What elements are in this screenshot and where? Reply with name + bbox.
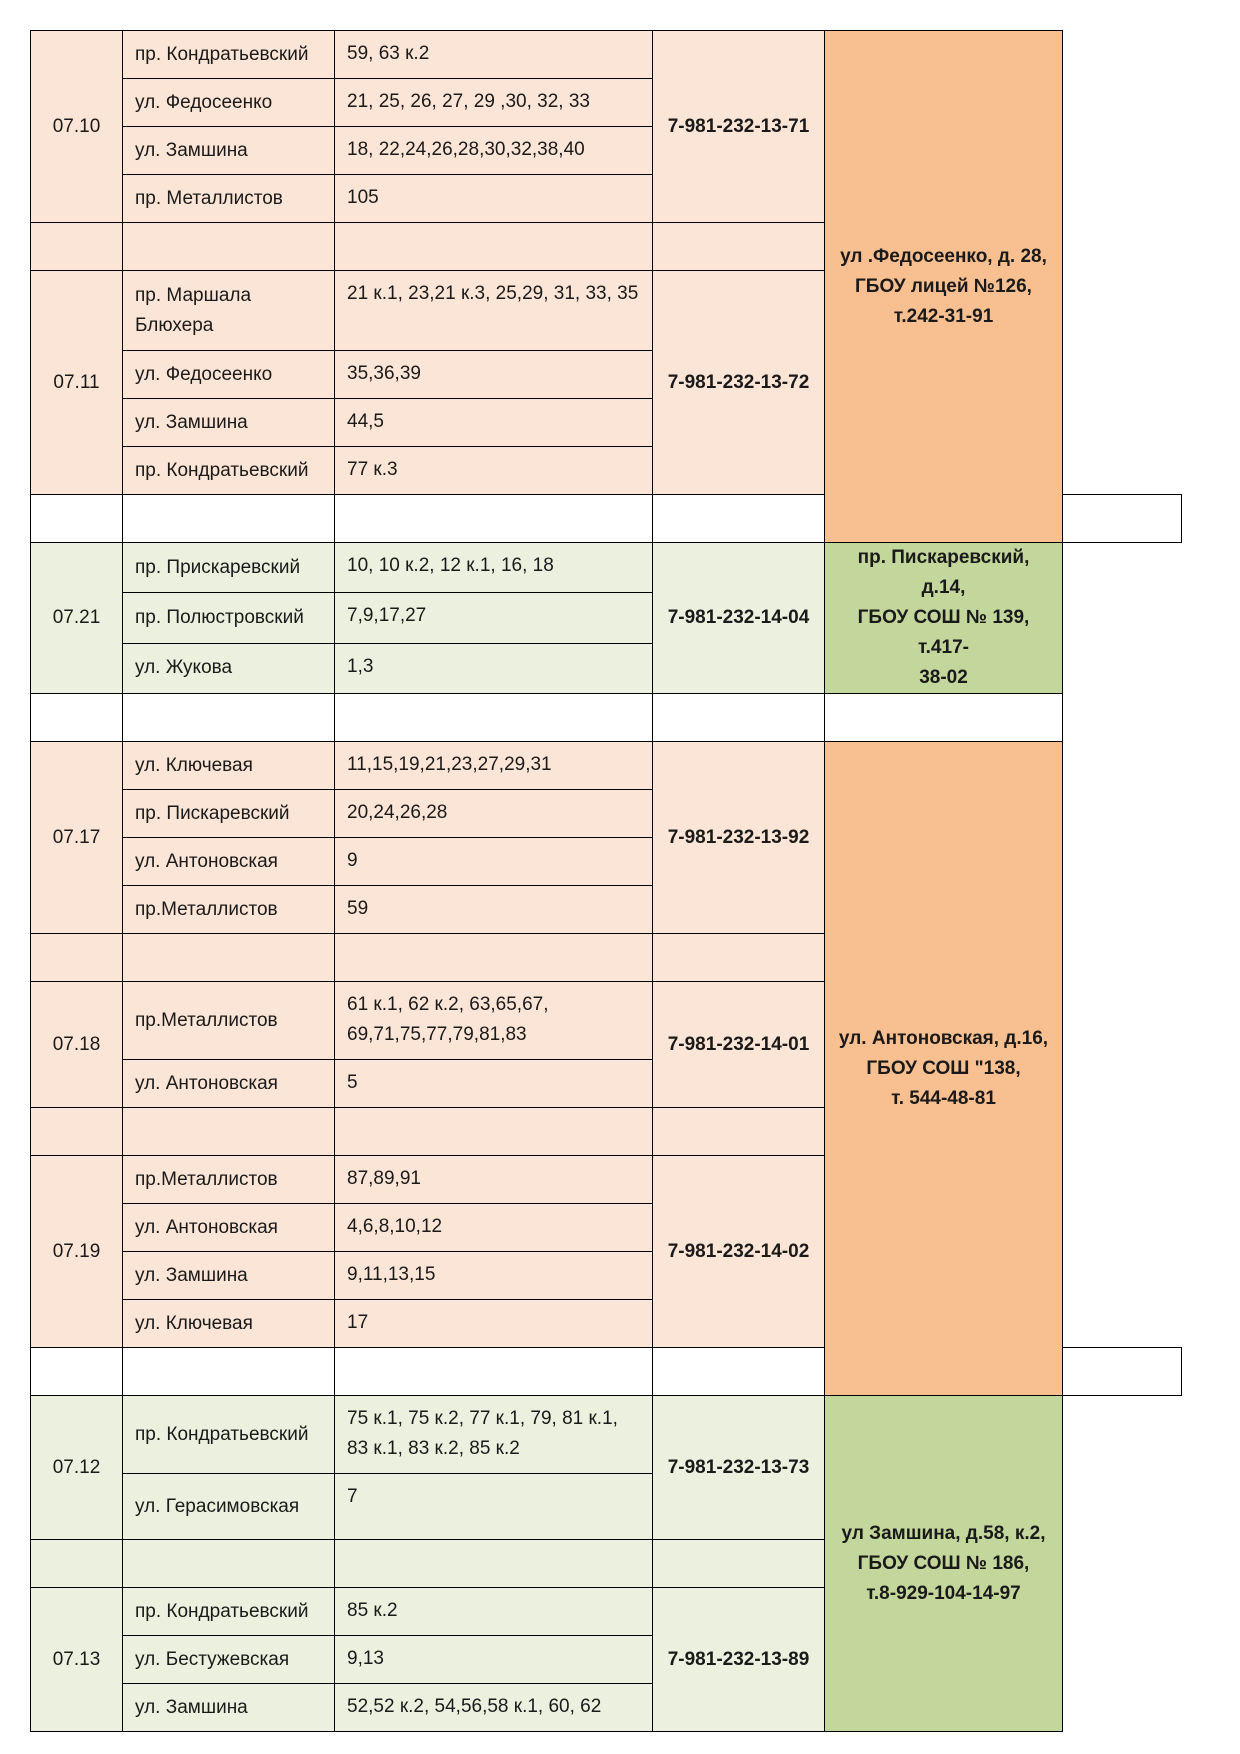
empty-cell — [31, 1540, 123, 1588]
houses-cell: 105 — [335, 175, 653, 223]
houses-cell: 61 к.1, 62 к.2, 63,65,67, 69,71,75,77,79,81,83 — [335, 982, 653, 1060]
street-cell: ул. Бестужевская — [123, 1636, 335, 1684]
houses-cell: 1,3 — [335, 643, 653, 693]
phone-cell: 7-981-232-13-89 — [653, 1588, 825, 1732]
empty-cell — [653, 223, 825, 271]
station-number: 07.17 — [31, 742, 123, 934]
street-cell: ул. Замшина — [123, 1684, 335, 1732]
street-cell: ул. Замшина — [123, 1252, 335, 1300]
phone-cell: 7-981-232-14-04 — [653, 543, 825, 694]
houses-cell: 11,15,19,21,23,27,29,31 — [335, 742, 653, 790]
street-cell: пр. Полюстровский — [123, 593, 335, 643]
street-cell: пр.Металлистов — [123, 1156, 335, 1204]
phone-cell: 7-981-232-13-92 — [653, 742, 825, 934]
street-cell: пр.Металлистов — [123, 886, 335, 934]
phone-cell: 7-981-232-14-02 — [653, 1156, 825, 1348]
houses-cell: 75 к.1, 75 к.2, 77 к.1, 79, 81 к.1, 83 к.1, 83 к.2, 85 к.2 — [335, 1396, 653, 1474]
houses-cell: 18, 22,24,26,28,30,32,38,40 — [335, 127, 653, 175]
place-line: пр. Пискаревский, д.14, — [857, 547, 1030, 598]
houses-cell: 7 — [335, 1474, 653, 1540]
empty-cell — [335, 694, 653, 742]
houses-cell: 20,24,26,28 — [335, 790, 653, 838]
polling-place-cell — [825, 1396, 1063, 1732]
houses-cell: 7,9,17,27 — [335, 593, 653, 643]
empty-cell — [335, 223, 653, 271]
houses-cell: 59 — [335, 886, 653, 934]
empty-cell — [653, 1540, 825, 1588]
empty-cell — [123, 934, 335, 982]
place-line: т.242-31-91 — [893, 305, 994, 327]
empty-cell — [123, 1108, 335, 1156]
place-line: ул. Антоновская, д.16, — [838, 1027, 1049, 1049]
houses-cell: 35,36,39 — [335, 351, 653, 399]
place-line: ГБОУ СОШ № 139, т.417- — [857, 607, 1030, 658]
polling-place-cell — [825, 543, 1063, 694]
street-cell: пр. Кондратьевский — [123, 1396, 335, 1474]
houses-cell: 9 — [335, 838, 653, 886]
street-cell: ул. Ключевая — [123, 742, 335, 790]
station-number: 07.21 — [31, 543, 123, 694]
empty-cell — [653, 1348, 825, 1396]
houses-cell: 59, 63 к.2 — [335, 31, 653, 79]
houses-cell: 5 — [335, 1060, 653, 1108]
street-cell: ул. Антоновская — [123, 838, 335, 886]
empty-cell — [335, 495, 653, 543]
polling-place-cell — [825, 31, 1063, 543]
houses-cell: 9,13 — [335, 1636, 653, 1684]
station-number: 07.10 — [31, 31, 123, 223]
table-row — [31, 742, 1182, 790]
street-cell: ул. Жукова — [123, 643, 335, 693]
houses-cell: 10, 10 к.2, 12 к.1, 16, 18 — [335, 543, 653, 593]
empty-cell — [653, 1108, 825, 1156]
phone-cell: 7-981-232-13-73 — [653, 1396, 825, 1540]
street-cell: пр. Кондратьевский — [123, 31, 335, 79]
place-line: 38-02 — [919, 667, 968, 688]
empty-cell — [31, 694, 123, 742]
street-cell: ул. Ключевая — [123, 1300, 335, 1348]
empty-cell — [31, 495, 123, 543]
empty-cell — [825, 694, 1063, 742]
houses-cell: 9,11,13,15 — [335, 1252, 653, 1300]
empty-cell — [335, 1348, 653, 1396]
empty-cell — [123, 1540, 335, 1588]
houses-cell: 77 к.3 — [335, 447, 653, 495]
place-line: ГБОУ лицей №126, — [855, 275, 1032, 297]
street-cell: ул. Замшина — [123, 399, 335, 447]
station-number: 07.11 — [31, 271, 123, 495]
street-cell: пр. Пискаревский — [123, 790, 335, 838]
place-line: ул .Федосеенко, д. 28, — [840, 245, 1047, 267]
empty-cell — [335, 1108, 653, 1156]
street-cell: ул. Федосеенко — [123, 79, 335, 127]
table-row — [31, 543, 1182, 593]
station-number: 07.13 — [31, 1588, 123, 1732]
place-line: ГБОУ СОШ "138, — [866, 1057, 1021, 1079]
place-line: ул Замшина, д.58, к.2, — [841, 1522, 1046, 1544]
empty-cell — [653, 694, 825, 742]
empty-cell — [123, 223, 335, 271]
street-cell: пр. Металлистов — [123, 175, 335, 223]
street-cell: ул. Федосеенко — [123, 351, 335, 399]
houses-cell: 21, 25, 26, 27, 29 ,30, 32, 33 — [335, 79, 653, 127]
empty-cell — [31, 1108, 123, 1156]
table-row — [31, 31, 1182, 79]
place-line: т.8-929-104-14-97 — [866, 1582, 1021, 1604]
station-number: 07.12 — [31, 1396, 123, 1540]
street-cell: ул. Герасимовская — [123, 1474, 335, 1540]
place-line: ГБОУ СОШ № 186, — [857, 1552, 1030, 1574]
polling-place-cell — [825, 742, 1063, 1396]
houses-cell: 44,5 — [335, 399, 653, 447]
street-cell: пр. Маршала Блюхера — [123, 271, 335, 351]
empty-cell — [653, 934, 825, 982]
empty-cell — [123, 1348, 335, 1396]
station-number: 07.18 — [31, 982, 123, 1108]
phone-cell: 7-981-232-13-71 — [653, 31, 825, 223]
empty-cell — [123, 694, 335, 742]
phone-cell: 7-981-232-13-72 — [653, 271, 825, 495]
street-cell: пр. Кондратьевский — [123, 447, 335, 495]
houses-cell: 52,52 к.2, 54,56,58 к.1, 60, 62 — [335, 1684, 653, 1732]
spacer-row — [31, 694, 1182, 742]
street-cell: ул. Антоновская — [123, 1204, 335, 1252]
houses-cell: 4,6,8,10,12 — [335, 1204, 653, 1252]
empty-cell — [31, 1348, 123, 1396]
houses-cell: 87,89,91 — [335, 1156, 653, 1204]
street-cell: пр. Кондратьевский — [123, 1588, 335, 1636]
empty-cell — [1063, 1348, 1182, 1396]
empty-cell — [31, 223, 123, 271]
table-row — [31, 1396, 1182, 1474]
phone-cell: 7-981-232-14-01 — [653, 982, 825, 1108]
place-line: т. 544-48-81 — [891, 1087, 996, 1109]
empty-cell — [335, 934, 653, 982]
empty-cell — [1063, 495, 1182, 543]
street-cell: ул. Антоновская — [123, 1060, 335, 1108]
empty-cell — [31, 934, 123, 982]
empty-cell — [653, 495, 825, 543]
street-cell: пр. Прискаревский — [123, 543, 335, 593]
street-cell: пр.Металлистов — [123, 982, 335, 1060]
station-number: 07.19 — [31, 1156, 123, 1348]
houses-cell: 85 к.2 — [335, 1588, 653, 1636]
houses-cell: 21 к.1, 23,21 к.3, 25,29, 31, 33, 35 — [335, 271, 653, 351]
empty-cell — [335, 1540, 653, 1588]
polling-stations-table — [30, 30, 1182, 1732]
empty-cell — [123, 495, 335, 543]
houses-cell: 17 — [335, 1300, 653, 1348]
street-cell: ул. Замшина — [123, 127, 335, 175]
